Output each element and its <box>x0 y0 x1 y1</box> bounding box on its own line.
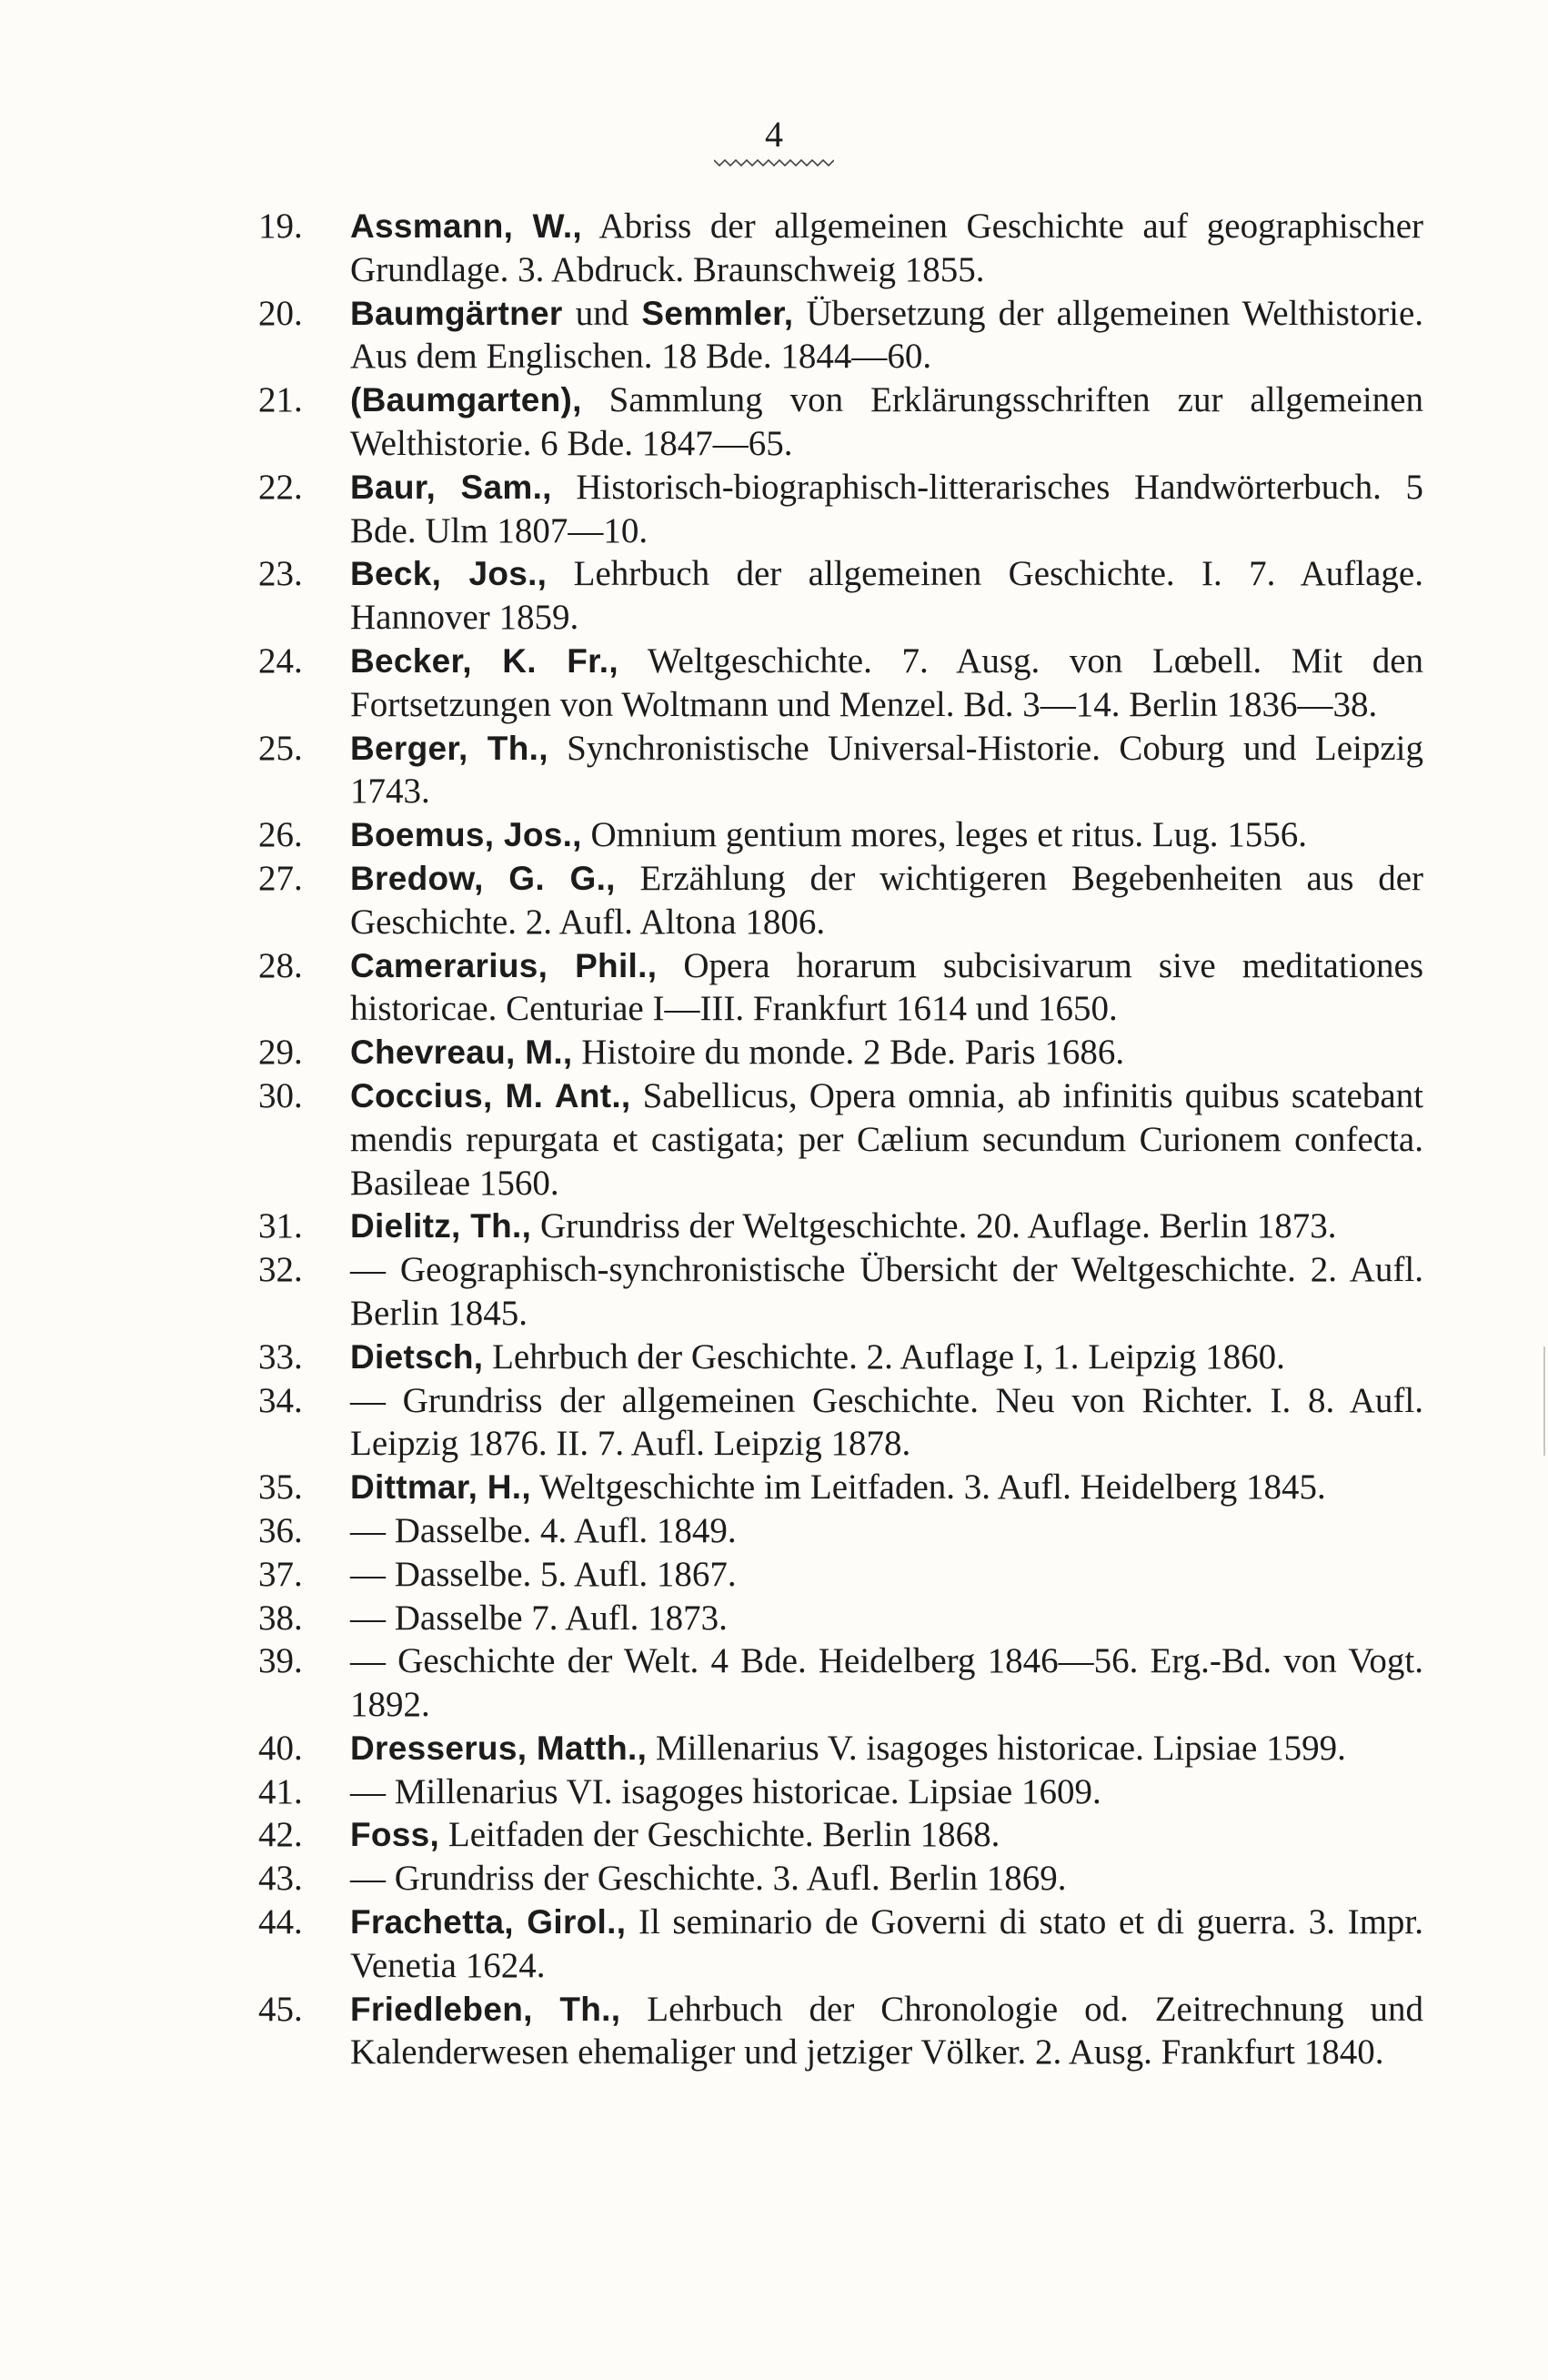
bibliography-entry <box>258 1988 1424 2075</box>
entry-text: Sabellicus, Opera omnia, ab infinitis quibus scatebant mendis repurgata et castigata; per Cælium secundum Curionem confecta. Basileae 1560. <box>350 1075 1424 1203</box>
entry-number: 28. <box>258 945 303 985</box>
entry-text: Il seminario de Governi di stato et di guerra. 3. Impr. Venetia 1624. <box>350 1902 1424 1985</box>
entry-text: Lehrbuch der Chronologie od. Zeitrechnung und Kalenderwesen ehemaliger und jetziger Völker. 2. Ausg. Frankfurt 1840. <box>350 1989 1424 2072</box>
bibliography-entry <box>258 1770 1423 1814</box>
entry-text-2: Übersetzung der allgemeinen Welthistorie. Aus dem Englischen. 18 Bde. 1844—60. <box>350 293 1424 377</box>
entry-number: 35. <box>258 1467 303 1508</box>
entry-text: Erzählung der wichtigeren Begebenheiten aus der Geschichte. 2. Aufl. Altona 1806. <box>350 858 1423 942</box>
entry-text: — Dasselbe. 4. Aufl. 1849. <box>350 1510 737 1550</box>
entry-text: Abriss der allgemeinen Geschichte auf geographischer Grundlage. 3. Abdruck. Braunschweig 1855. <box>350 207 1423 289</box>
entry-author: Foss, <box>350 1816 440 1854</box>
entry-number: 43. <box>258 1859 303 1899</box>
bibliography-entry <box>258 205 1423 292</box>
entry-number: 27. <box>258 858 303 898</box>
entry-text: Sammlung von Erklärungsschriften zur allgemeinen Welthistorie. 6 Bde. 1847—65. <box>350 380 1423 463</box>
bibliography-entry <box>258 466 1423 553</box>
entry-text: — Grundriss der Geschichte. 3. Aufl. Berlin 1869. <box>350 1859 1067 1899</box>
entry-text: — Grundriss der allgemeinen Geschichte. Neu von Richter. I. 8. Aufl. Leipzig 1876. II. 7. Aufl. Leipzig 1878. <box>350 1380 1423 1464</box>
entry-author: Coccius, M. Ant., <box>350 1076 631 1114</box>
entry-author: Beck, Jos., <box>350 555 548 593</box>
entry-number: 30. <box>258 1075 303 1115</box>
entry-number: 42. <box>258 1815 303 1855</box>
entry-text: Weltgeschichte im Leitfaden. 3. Aufl. Heidelberg 1845. <box>538 1467 1326 1508</box>
margin-mark <box>1543 1346 1545 1456</box>
entry-text: Lehrbuch der Geschichte. 2. Auflage I, 1. Leipzig 1860. <box>492 1336 1285 1377</box>
entry-text: Histoire du monde. 2 Bde. Paris 1686. <box>581 1033 1125 1073</box>
entry-author: Assmann, W., <box>350 207 583 245</box>
entry-number: 19. <box>258 207 303 246</box>
entry-number: 31. <box>258 1206 303 1246</box>
entry-author: Chevreau, M., <box>350 1034 573 1072</box>
entry-number: 44. <box>258 1902 303 1942</box>
entry-author: Dittmar, H., <box>350 1468 531 1507</box>
bibliography-entry <box>258 552 1423 640</box>
entry-number: 37. <box>258 1554 303 1594</box>
entry-text: Grundriss der Weltgeschichte. 20. Auflage. Berlin 1873. <box>539 1206 1337 1246</box>
entry-author: Boemus, Jos., <box>350 816 582 854</box>
entry-number: 23. <box>258 554 303 594</box>
bibliography-entry <box>258 857 1423 944</box>
bibliography-entry <box>258 640 1424 727</box>
entry-number: 29. <box>258 1033 303 1073</box>
entry-author: Baumgärtner <box>350 294 563 332</box>
entry-text: Lehrbuch der allgemeinen Geschichte. I. 7. Auflage. Hannover 1859. <box>350 554 1423 638</box>
entry-author: Frachetta, Girol., <box>350 1903 627 1941</box>
bibliography-entry <box>258 1901 1424 1988</box>
bibliography-entry <box>258 1553 1423 1597</box>
entry-text: — Geschichte der Welt. 4 Bde. Heidelberg 1846—56. Erg.-Bd. von Vogt. 1892. <box>350 1641 1423 1725</box>
bibliography-entry <box>258 1031 1423 1074</box>
entry-number: 34. <box>258 1380 303 1420</box>
bibliography-entry <box>258 1466 1423 1509</box>
bibliography-entry <box>258 1727 1423 1770</box>
entry-number: 32. <box>258 1250 303 1290</box>
entry-number: 21. <box>258 380 303 420</box>
entry-author: Bredow, G. G., <box>350 859 616 897</box>
entry-author: Dresserus, Matth., <box>350 1729 648 1767</box>
bibliography-entry <box>258 1336 1423 1379</box>
bibliography-entry <box>258 727 1424 814</box>
entry-author: Friedleben, Th., <box>350 1990 621 2028</box>
bibliography-entry <box>258 1205 1423 1248</box>
entry-author: Dietsch, <box>350 1337 484 1376</box>
entry-number: 36. <box>258 1510 303 1550</box>
entry-number: 25. <box>258 728 303 768</box>
entry-text: Historisch-biographisch-litterarisches Handwörterbuch. 5 Bde. Ulm 1807—10. <box>350 467 1423 550</box>
bibliography-entry <box>258 1379 1423 1467</box>
entry-number: 26. <box>258 815 303 855</box>
entry-author: Becker, K. Fr., <box>350 641 618 680</box>
entry-author: (Baumgarten), <box>350 381 582 419</box>
entry-text: Omnium gentium mores, leges et ritus. Lug. 1556. <box>590 815 1307 855</box>
entry-text: — Dasselbe 7. Aufl. 1873. <box>350 1598 728 1638</box>
entry-author: Baur, Sam., <box>350 468 552 506</box>
bibliography-entry <box>258 1639 1423 1727</box>
entry-text: — Millenarius VI. isagoges historicae. Lipsiae 1609. <box>350 1771 1101 1811</box>
bibliography-entry <box>258 1509 1423 1553</box>
bibliography-entry <box>258 1857 1423 1901</box>
page-number: 4 <box>765 114 783 155</box>
entry-text: Leitfaden der Geschichte. Berlin 1868. <box>447 1815 1000 1855</box>
entry-author-2: Semmler, <box>641 294 794 332</box>
entry-text: und <box>575 293 629 333</box>
entry-text: Millenarius V. isagoges historicae. Lipsiae 1599. <box>655 1728 1346 1768</box>
entry-text: Opera horarum subcisivarum sive meditationes historicae. Centuriae I—III. Frankfurt 1614 und 1650. <box>350 945 1424 1029</box>
entry-text: Weltgeschichte. 7. Ausg. von Lœbell. Mit den Fortsetzungen von Woltmann und Menzel. Bd. 3—14. Berlin 1836—38. <box>350 640 1424 724</box>
entry-number: 33. <box>258 1336 303 1377</box>
entry-text: Synchronistische Universal-Historie. Coburg und Leipzig 1743. <box>350 728 1424 812</box>
page-number-ornament <box>0 156 1548 169</box>
entry-author: Camerarius, Phil., <box>350 946 658 984</box>
entry-number: 40. <box>258 1728 303 1768</box>
entry-author: Berger, Th., <box>350 729 548 767</box>
entry-number: 22. <box>258 467 303 507</box>
bibliography-entry <box>258 378 1423 466</box>
bibliography-entry <box>258 944 1424 1032</box>
entry-text: — Dasselbe. 5. Aufl. 1867. <box>350 1554 737 1594</box>
bibliography-entry <box>258 292 1424 379</box>
entry-number: 39. <box>258 1641 303 1681</box>
entry-author: Dielitz, Th., <box>350 1207 532 1245</box>
entry-number: 20. <box>258 293 303 333</box>
entry-text: — Geographisch-synchronistische Übersicht der Weltgeschichte. 2. Aufl. Berlin 1845. <box>350 1250 1423 1333</box>
bibliography-entry <box>258 1074 1424 1205</box>
entry-number: 41. <box>258 1771 303 1811</box>
bibliography-entry <box>258 813 1423 857</box>
bibliography-entry <box>258 1248 1423 1336</box>
entry-number: 45. <box>258 1989 303 2029</box>
bibliography-entry <box>258 1813 1423 1857</box>
bibliography-list <box>258 205 1424 2074</box>
entry-number: 24. <box>258 640 303 681</box>
bibliography-entry <box>258 1597 1423 1640</box>
entry-number: 38. <box>258 1598 303 1638</box>
